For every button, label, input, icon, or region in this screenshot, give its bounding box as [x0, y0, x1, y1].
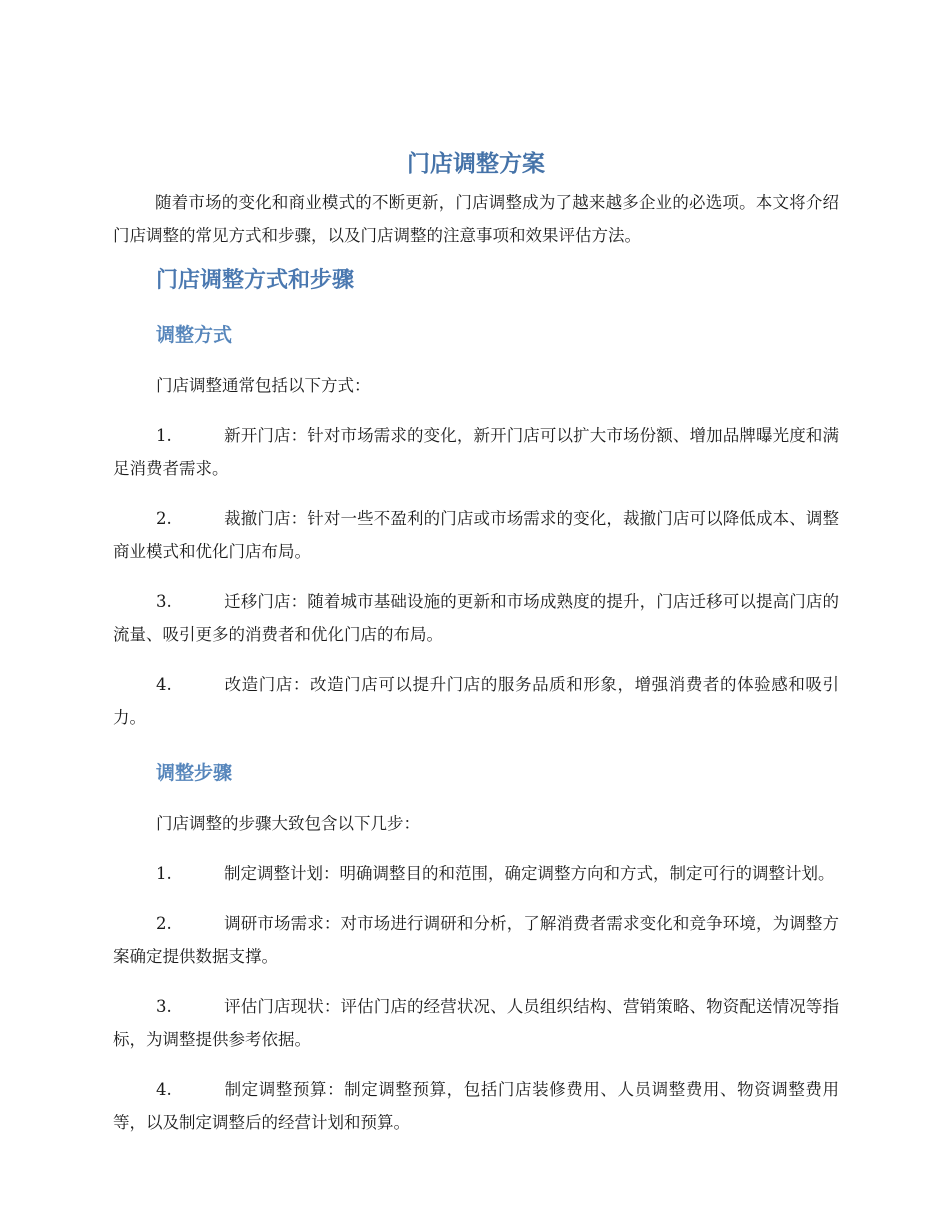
list-item — [113, 990, 839, 1056]
list-item-text: 调研市场需求：对市场进行调研和分析，了解消费者需求变化和竞争环境，为调整方案确定提供数据支撑。 — [113, 914, 839, 966]
intro-paragraph: 随着市场的变化和商业模式的不断更新，门店调整成为了越来越多企业的必选项。本文将介绍门店调整的常见方式和步骤，以及门店调整的注意事项和效果评估方法。 — [113, 193, 839, 245]
list-item — [113, 585, 839, 651]
list-item-text: 裁撤门店：针对一些不盈利的门店或市场需求的变化，裁撤门店可以降低成本、调整商业模式和优化门店布局。 — [113, 509, 839, 561]
list-item-text: 制定调整计划：明确调整目的和范围，确定调整方向和方式，制定可行的调整计划。 — [224, 864, 835, 883]
list-number: 1. — [156, 864, 172, 883]
list-item — [113, 1073, 839, 1139]
list-item — [113, 857, 839, 890]
list-item-text: 制定调整预算：制定调整预算，包括门店装修费用、人员调整费用、物资调整费用等，以及制定调整后的经营计划和预算。 — [113, 1080, 839, 1132]
section-heading: 门店调整方式和步骤 — [156, 268, 355, 293]
list-number: 1. — [156, 426, 172, 445]
list-number: 2. — [156, 509, 172, 528]
document-title: 门店调整方案 — [407, 151, 545, 177]
list-item-text: 迁移门店：随着城市基础设施的更新和市场成熟度的提升，门店迁移可以提高门店的流量、吸引更多的消费者和优化门店的布局。 — [113, 592, 839, 644]
list-item — [113, 419, 839, 485]
list-number: 2. — [156, 914, 172, 933]
list-number: 3. — [156, 592, 172, 611]
methods-lead: 门店调整通常包括以下方式： — [156, 376, 371, 395]
list-number: 4. — [156, 675, 172, 694]
list-item-text: 改造门店：改造门店可以提升门店的服务品质和形象，增强消费者的体验感和吸引力。 — [113, 675, 839, 727]
list-item-text: 评估门店现状：评估门店的经营状况、人员组织结构、营销策略、物资配送情况等指标，为调整提供参考依据。 — [113, 997, 839, 1049]
list-number: 3. — [156, 997, 172, 1016]
list-number: 4. — [156, 1080, 172, 1099]
list-item — [113, 668, 839, 734]
steps-lead: 门店调整的步骤大致包含以下几步： — [156, 814, 420, 833]
methods-heading: 调整方式 — [156, 324, 233, 346]
steps-heading: 调整步骤 — [156, 762, 233, 784]
list-item — [113, 502, 839, 568]
list-item-text: 新开门店：针对市场需求的变化，新开门店可以扩大市场份额、增加品牌曝光度和满足消费者需求。 — [113, 426, 839, 478]
list-item — [113, 907, 839, 973]
document-page — [113, 148, 839, 1139]
